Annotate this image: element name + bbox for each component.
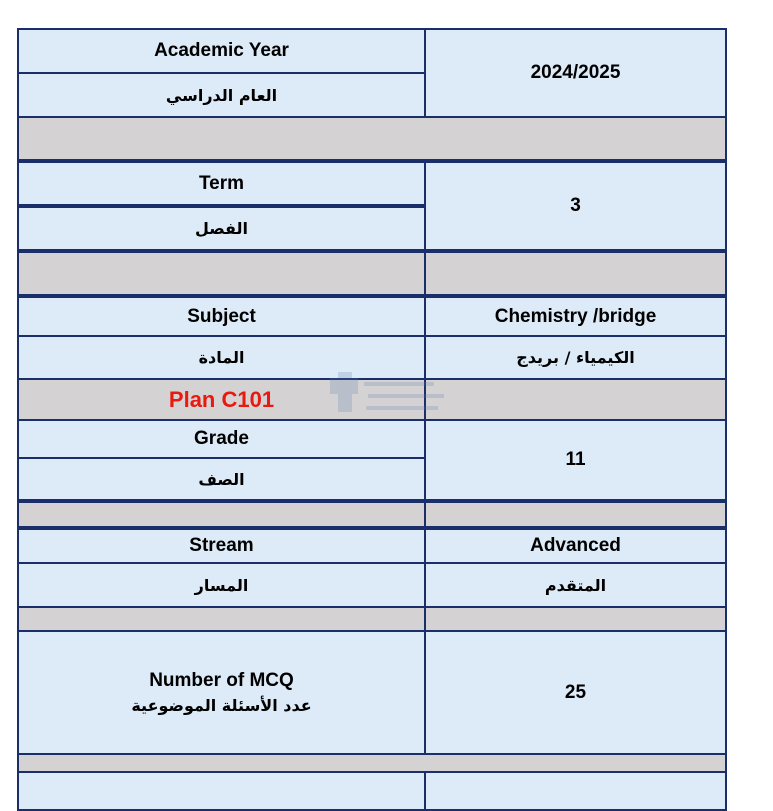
subject-label-text: Subject — [187, 305, 256, 327]
mcq-value — [424, 630, 727, 755]
stream-label-ar — [17, 562, 426, 608]
separator-row — [424, 251, 727, 296]
academic-year-label-ar-text: العام الدراسي — [165, 85, 278, 105]
plan-code-text: Plan C101 — [168, 386, 275, 412]
stream-value-text: Advanced — [530, 535, 621, 556]
stream-value — [424, 528, 727, 564]
term-label-text: Term — [198, 172, 245, 194]
watermark-logo — [328, 372, 448, 430]
term-value — [424, 161, 727, 251]
grade-label-ar-text: الصف — [198, 469, 245, 489]
academic-year-value-text: 2024/2025 — [530, 62, 621, 83]
stream-label-ar-text: المسار — [194, 575, 249, 595]
academic-year-value — [424, 28, 727, 118]
stream-label — [17, 528, 426, 564]
grade-label-text: Grade — [194, 428, 249, 449]
separator-row — [17, 501, 426, 528]
mcq-label-text: Number of MCQ — [149, 670, 294, 691]
grade-label-ar — [17, 457, 426, 501]
grade-value — [424, 419, 727, 501]
separator-row — [17, 753, 727, 773]
grade-value-text: 11 — [565, 449, 586, 470]
academic-year-label-ar — [17, 72, 426, 118]
separator-row — [17, 251, 426, 296]
term-label — [17, 161, 426, 206]
academic-year-label-text: Academic Year — [154, 40, 289, 61]
stream-value-ar-text: المتقدم — [544, 575, 607, 595]
mcq-label-ar-text: عدد الأسئلة الموضوعية — [131, 696, 312, 715]
term-label-ar — [17, 206, 426, 251]
subject-label-ar-text: المادة — [198, 348, 245, 367]
separator-row — [424, 501, 727, 528]
stream-label-text: Stream — [189, 535, 254, 556]
next-row-value — [424, 771, 727, 811]
stream-value-ar — [424, 562, 727, 608]
term-label-ar-text: الفصل — [194, 219, 249, 238]
subject-value-ar-text: الكيمياء / بريدج — [516, 348, 635, 367]
separator-row — [17, 116, 727, 161]
subject-value-text: Chemistry /bridge — [494, 305, 657, 327]
mcq-value-text: 25 — [564, 681, 587, 703]
subject-value — [424, 296, 727, 337]
next-row-label — [17, 771, 426, 811]
term-value-text: 3 — [570, 195, 581, 216]
subject-value-ar — [424, 335, 727, 380]
separator-row — [424, 378, 727, 421]
separator-row — [17, 606, 426, 632]
subject-label — [17, 296, 426, 337]
separator-row — [424, 606, 727, 632]
mcq-label — [17, 630, 426, 755]
academic-year-label — [17, 28, 426, 74]
